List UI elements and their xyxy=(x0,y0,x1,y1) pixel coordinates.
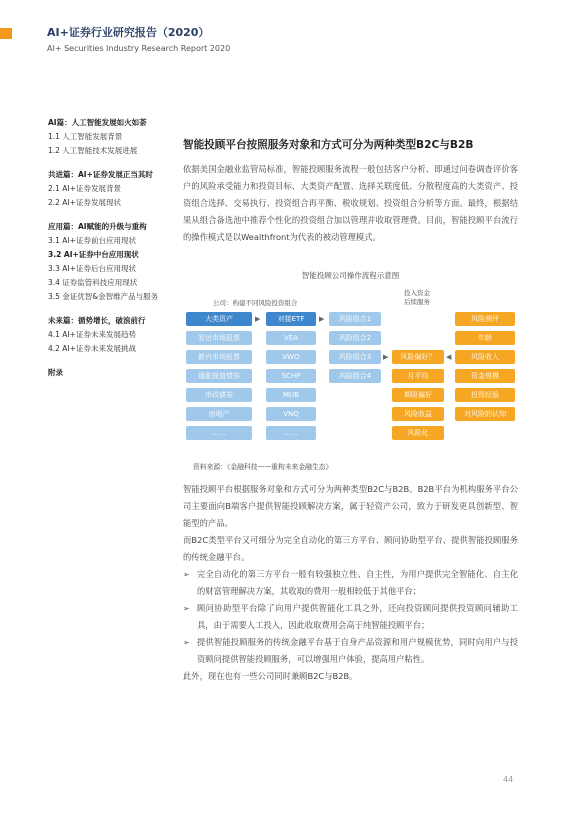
toc-item[interactable]: 4.2 AI+证券未来发展挑战 xyxy=(48,344,136,353)
etf-box: VNQ xyxy=(266,407,316,421)
arrow-right-icon: ▶ xyxy=(319,315,325,323)
bullet-arrow-icon: ➢ xyxy=(183,604,190,613)
asset-box: 房地产 xyxy=(186,407,252,421)
assessment-factor-box: 投资经验 xyxy=(455,388,515,402)
diagram-title: 智能投顾公司操作流程示意图 xyxy=(301,271,400,280)
diagram-source: 资料来源：《金融科技——重构未来金融生态》 xyxy=(193,463,333,471)
toc-heading[interactable]: 附录 xyxy=(48,368,63,377)
page-number: 44 xyxy=(503,775,514,784)
diagram-right-label-line1: 投入资金 xyxy=(404,289,430,297)
body-paragraph: 而B2C类型平台又可细分为完全自动化的第三方平台、顾问协助型平台、提供智能投顾服务的传统金融平台。 xyxy=(183,535,518,562)
risk-assessment-box: 风险测评 xyxy=(455,312,515,326)
assessment-factor-box: 对风险的认知 xyxy=(455,407,515,421)
toc-item[interactable]: 3.5 金证优智&金智维产品与服务 xyxy=(48,292,159,301)
asset-box: 通胀保值债券 xyxy=(186,369,252,383)
toc-item[interactable]: 3.4 证券监管科技应用现状 xyxy=(48,278,138,287)
preference-box: 风险收益 xyxy=(392,407,444,421)
header-accent-bar xyxy=(0,28,12,39)
process-diagram xyxy=(183,270,518,470)
arrow-right-icon: ▶ xyxy=(383,353,389,361)
portfolio-box: 风险组合2 xyxy=(329,331,381,345)
portfolio-box: 风险组合3 xyxy=(329,350,381,364)
toc-item[interactable]: 1.2 人工智能技术发展进展 xyxy=(48,146,138,155)
toc-heading[interactable]: 共进篇：AI+证券发展正当其时 xyxy=(48,170,153,179)
assessment-factor-box: 年龄 xyxy=(455,331,515,345)
toc-section-gongjin xyxy=(48,168,183,210)
toc-heading[interactable]: 应用篇：AI赋能的升级与重构 xyxy=(48,222,147,231)
asset-class-header: 大类资产 xyxy=(186,312,252,326)
bullet-text: 提供智能投顾服务的传统金融平台基于自身产品资源和用户规模优势，同时向用户与投资顾问提供智能投顾服务，可以增强用户体验，提高用户粘性。 xyxy=(197,637,518,664)
assessment-factor-box: 资金规模 xyxy=(455,369,515,383)
arrow-left-icon: ◀ xyxy=(446,353,452,361)
toc-section-appendix xyxy=(48,366,183,380)
etf-header: 对接ETF xyxy=(266,312,316,326)
toc-item[interactable]: 4.1 AI+证券未来发展趋势 xyxy=(48,330,136,339)
etf-box: MUB xyxy=(266,388,316,402)
preference-box: 风险化 xyxy=(392,426,444,440)
portfolio-box: 风险组合4 xyxy=(329,369,381,383)
asset-box: 新兴市场股票 xyxy=(186,350,252,364)
bullet-arrow-icon: ➢ xyxy=(183,570,190,579)
toc-section-application xyxy=(48,220,183,304)
preference-box: 月平均 xyxy=(392,369,444,383)
bullet-item xyxy=(183,634,518,668)
diagram-right-label-line2: 后续服务 xyxy=(404,298,430,306)
body-text xyxy=(183,481,518,685)
body-paragraph: 此外，现在也有一些公司同时兼顾B2C与B2B。 xyxy=(183,671,358,681)
bullet-item xyxy=(183,566,518,600)
toc-section-ai xyxy=(48,116,183,158)
diagram-right-label xyxy=(397,288,437,306)
etf-box: VEA xyxy=(266,331,316,345)
toc-item[interactable]: 2.2 AI+证券发展现状 xyxy=(48,198,121,207)
toc-heading[interactable]: AI篇：人工智能发展如火如荼 xyxy=(48,118,147,127)
toc-item[interactable]: 3.1 AI+证券前台应用现状 xyxy=(48,236,136,245)
intro-paragraph: 依据美国金融业监管局标准，智能投顾服务流程一般包括客户分析、即通过问卷调查评价客户的风险承受能力和投资目标、大类资产配置、选择关联度低、分散程度高的大类资产、投资组合选择、交易执行、投资组合再平衡、税收规划、投资组合分析等方面。最终，根据结果从组合备选池中推荐个性化的投资组合加以管理并收取管理费。目前，智能投顾平台流行的操作模式是以Wealthfront为代表的被动管理模式。 xyxy=(183,164,518,242)
asset-box: 市政债券 xyxy=(186,388,252,402)
preference-box: 期限偏好 xyxy=(392,388,444,402)
report-subtitle: AI+ Securities Industry Research Report 2020 xyxy=(47,44,231,53)
table-of-contents xyxy=(48,116,183,390)
toc-item[interactable]: 1.1 人工智能发展背景 xyxy=(48,132,123,141)
etf-box: SCHP xyxy=(266,369,316,383)
asset-box: 发达市场股票 xyxy=(186,331,252,345)
main-content xyxy=(183,137,518,246)
toc-item-current[interactable]: 3.2 AI+证券中台应用现状 xyxy=(48,250,139,259)
bullet-text: 完全自动化的第三方平台一般有较强独立性、自主性，为用户提供完全智能化、自主化的财富管理解决方案，其收取的费用一般相较低于其他平台； xyxy=(197,569,518,596)
arrow-right-icon: ▶ xyxy=(255,315,261,323)
bullet-arrow-icon: ➢ xyxy=(183,638,190,647)
bullet-text: 顾问协助型平台除了向用户提供智能化工具之外，还向投资顾问提供投资顾问辅助工具，由于需要人工投入，因此收取费用会高于纯智能投顾平台； xyxy=(197,603,518,630)
toc-item[interactable]: 3.3 AI+证券后台应用现状 xyxy=(48,264,136,273)
toc-section-future xyxy=(48,314,183,356)
asset-box: …… xyxy=(186,426,252,440)
assessment-factor-box: 风险收入 xyxy=(455,350,515,364)
bullet-item xyxy=(183,600,518,634)
toc-item[interactable]: 2.1 AI+证券发展背景 xyxy=(48,184,121,193)
report-title: AI+证券行业研究报告（2020） xyxy=(47,26,210,39)
diagram-left-label: 公司：构建不同风险投资组合 xyxy=(213,299,298,307)
portfolio-box: 风险组合1 xyxy=(329,312,381,326)
preference-box: 风险偏好？ xyxy=(392,350,444,364)
body-paragraph: 智能投顾平台根据服务对象和方式可分为两种类型B2C与B2B。B2B平台为机构服务平台公司主要面向B端客户提供智能投顾解决方案，属于轻资产公司，致力于研发更具创新型、智能型的产品。 xyxy=(183,484,518,528)
etf-box: …… xyxy=(266,426,316,440)
section-title: 智能投顾平台按照服务对象和方式可分为两种类型B2C与B2B xyxy=(183,139,474,151)
toc-heading[interactable]: 未来篇：循势增长，破浪前行 xyxy=(48,316,146,325)
etf-box: VWO xyxy=(266,350,316,364)
